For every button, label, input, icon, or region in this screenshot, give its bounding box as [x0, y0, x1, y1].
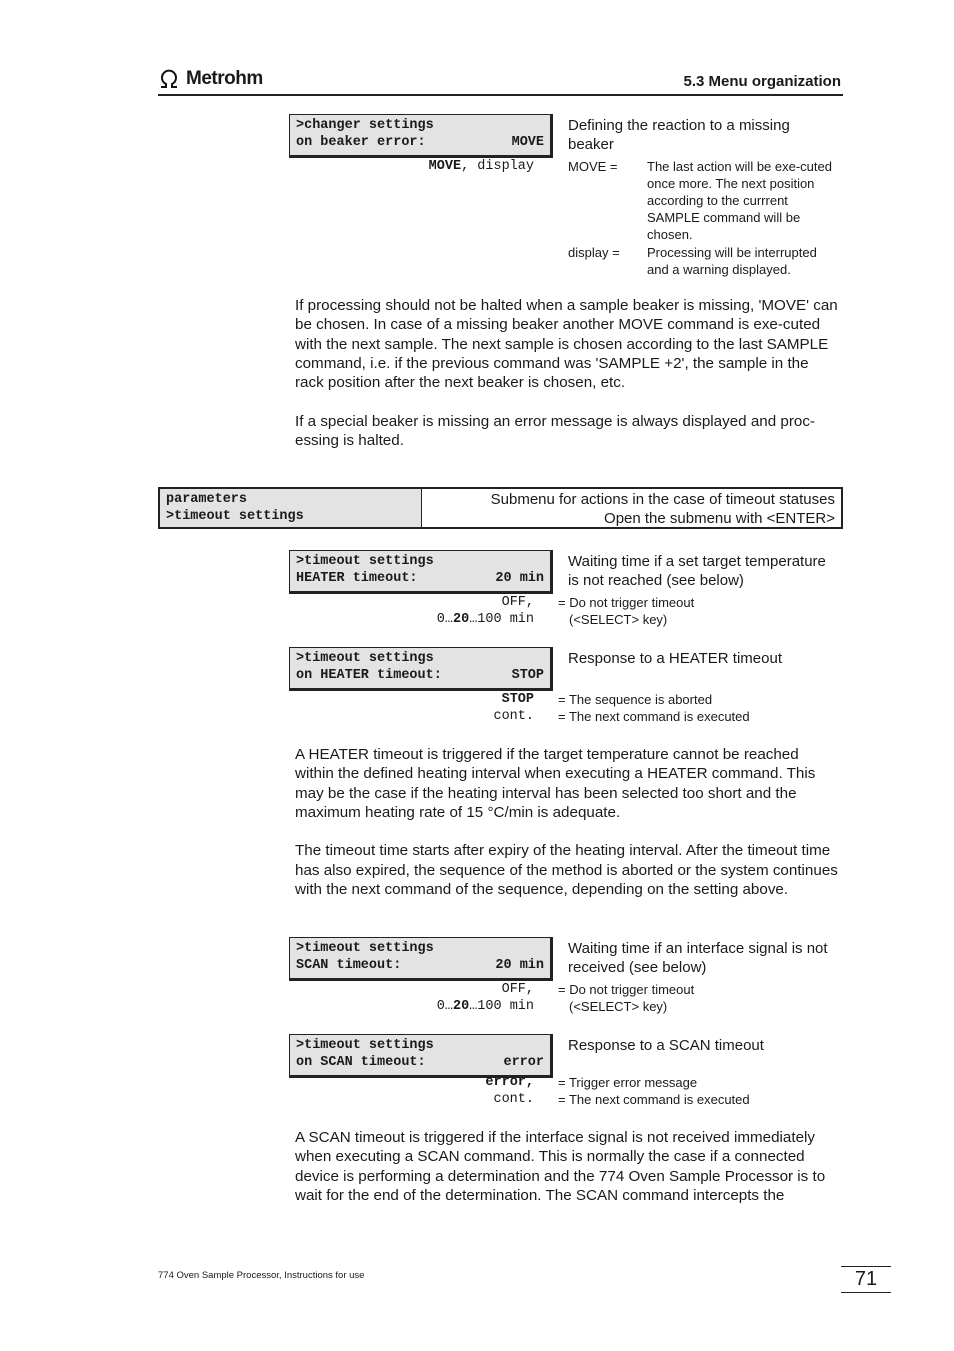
option: OFF, — [501, 982, 534, 997]
footer-doc-title: 774 Oven Sample Processor, Instructions for use — [158, 1270, 365, 1281]
section-title: 5.3 Menu organization — [683, 73, 841, 90]
lcd-label: SCAN timeout: — [296, 958, 402, 973]
submenu-lcd — [160, 489, 422, 527]
option-note: (<SELECT> key) — [569, 612, 668, 627]
heater-timeout-description: Waiting time if a set target temperature is not reached (see below) — [568, 553, 826, 589]
lcd-label: on SCAN timeout: — [296, 1055, 426, 1070]
lcd-value: 20 min — [495, 571, 544, 586]
lcd-line: >timeout settings — [296, 941, 434, 956]
submenu-desc-line: Open the submenu with <ENTER> — [604, 510, 835, 527]
submenu-desc-line: Submenu for actions in the case of timeout statuses — [490, 491, 835, 508]
lcd-value: 20 min — [495, 958, 544, 973]
option-note: = Trigger error message — [558, 1075, 698, 1090]
page-number-box — [841, 1266, 891, 1293]
option-default: STOP — [501, 692, 534, 707]
scan-response-options — [380, 1074, 534, 1108]
lcd-value: STOP — [511, 668, 544, 683]
submenu-table — [158, 487, 843, 529]
lcd-value: error — [503, 1055, 544, 1070]
metrohm-logo — [158, 68, 263, 90]
heater-response-options — [380, 691, 534, 725]
heater-response-description: Response to a HEATER timeout — [568, 650, 782, 667]
lcd-label: on beaker error: — [296, 135, 426, 150]
paragraph: A SCAN timeout is triggered if the interface signal is not received immediately when executing a SCAN command. This is normally the case if a connected device is performing a determination and the 774 Oven Sample Processor is to wait for the end of the determination. The SCAN command intercepts the — [295, 1129, 826, 1204]
scan-response-description: Response to a SCAN timeout — [568, 1037, 764, 1054]
lcd-scan-timeout — [289, 937, 553, 981]
option-note: = Do not trigger timeout — [558, 595, 695, 610]
option-note: = Do not trigger timeout — [558, 982, 695, 997]
lcd-label: on HEATER timeout: — [296, 668, 442, 683]
lcd-heater-response — [289, 647, 553, 691]
option-note: = The sequence is aborted — [558, 692, 713, 707]
move-key: MOVE = — [568, 159, 618, 174]
option: cont. — [493, 1092, 534, 1107]
lcd-line: >changer settings — [296, 118, 434, 133]
option-rest: , display — [461, 159, 534, 174]
scan-timeout-description: Waiting time if an interface signal is not received (see below) — [568, 940, 828, 976]
lcd-changer-settings — [289, 114, 553, 158]
paragraph-block-2 — [295, 745, 840, 919]
page-number: 71 — [854, 1268, 878, 1290]
paragraph-block-1 — [295, 296, 840, 470]
lcd-heater-timeout — [289, 550, 553, 594]
paragraph: A HEATER timeout is triggered if the target temperature cannot be reached within the defined heating interval when executing a HEATER command. This may be the case if the heating interval has been selected too short and the maximum heating rate of 15 °C/min is adequate. — [295, 746, 816, 821]
option-default: error, — [485, 1075, 534, 1090]
option-range: 0…20…100 min — [436, 612, 534, 627]
option-note: = The next command is executed — [558, 709, 750, 724]
lcd-value: MOVE — [511, 135, 544, 150]
submenu-description — [422, 489, 841, 527]
option-note: = The next command is executed — [558, 1092, 750, 1107]
lcd-line: >timeout settings — [166, 509, 304, 524]
option-default: MOVE — [428, 159, 462, 174]
changer-options — [380, 158, 534, 175]
option: OFF, — [501, 595, 534, 610]
paragraph-block-3 — [295, 1128, 840, 1224]
brand-name: Metrohm — [186, 68, 263, 89]
move-text: The last action will be exe-cuted once more. The next position according to the currrent SAMPLE command will be chosen. — [647, 159, 832, 242]
omega-icon — [158, 69, 180, 89]
lcd-scan-response — [289, 1034, 553, 1078]
paragraph: If processing should not be halted when a sample beaker is missing, 'MOVE' can be chosen. In case of a missing beaker another MOVE command is exe-cuted with the next sample. The next sample is chosen according to the last SAMPLE command, i.e. if the previous command was 'SAMPLE +2', the sample in the rack position after the next beaker is chosen, etc. — [295, 297, 838, 392]
scan-timeout-options — [380, 981, 534, 1015]
paragraph: The timeout time starts after expiry of the heating interval. After the timeout time has also expired, the sequence of the method is aborted or the system continues with the next command of the sequence, depending on the setting above. — [295, 842, 838, 899]
display-key: display = — [568, 245, 620, 260]
lcd-line: parameters — [166, 492, 248, 507]
display-text: Processing will be interrupted and a warning displayed. — [647, 245, 817, 277]
option-note: (<SELECT> key) — [569, 999, 668, 1014]
lcd-line: >timeout settings — [296, 1038, 434, 1053]
option: cont. — [493, 709, 534, 724]
lcd-label: HEATER timeout: — [296, 571, 418, 586]
lcd-line: >timeout settings — [296, 554, 434, 569]
changer-description: Defining the reaction to a missing beaker — [568, 117, 790, 153]
header-rule — [158, 94, 843, 96]
lcd-line: >timeout settings — [296, 651, 434, 666]
heater-timeout-options — [380, 594, 534, 628]
option-range: 0…20…100 min — [436, 999, 534, 1014]
paragraph: If a special beaker is missing an error message is always displayed and proc-essing is halted. — [295, 412, 815, 450]
